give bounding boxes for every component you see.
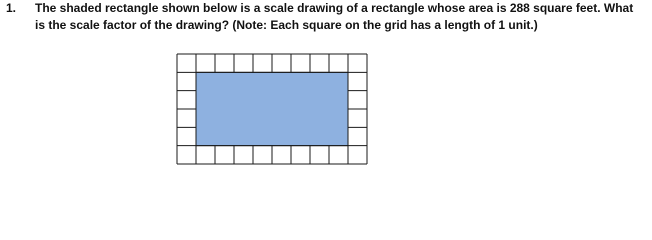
question-number: 1.: [6, 1, 17, 15]
grid-figure: [176, 53, 368, 165]
question-text: The shaded rectangle shown below is a scale drawing of a rectangle whose area is 288 square feet. What is the scale factor of the drawing? (Note: Each square on the grid has a length of 1 unit.): [35, 1, 634, 32]
shaded-rectangle: [196, 72, 348, 145]
scale-drawing-figure: [176, 53, 368, 165]
